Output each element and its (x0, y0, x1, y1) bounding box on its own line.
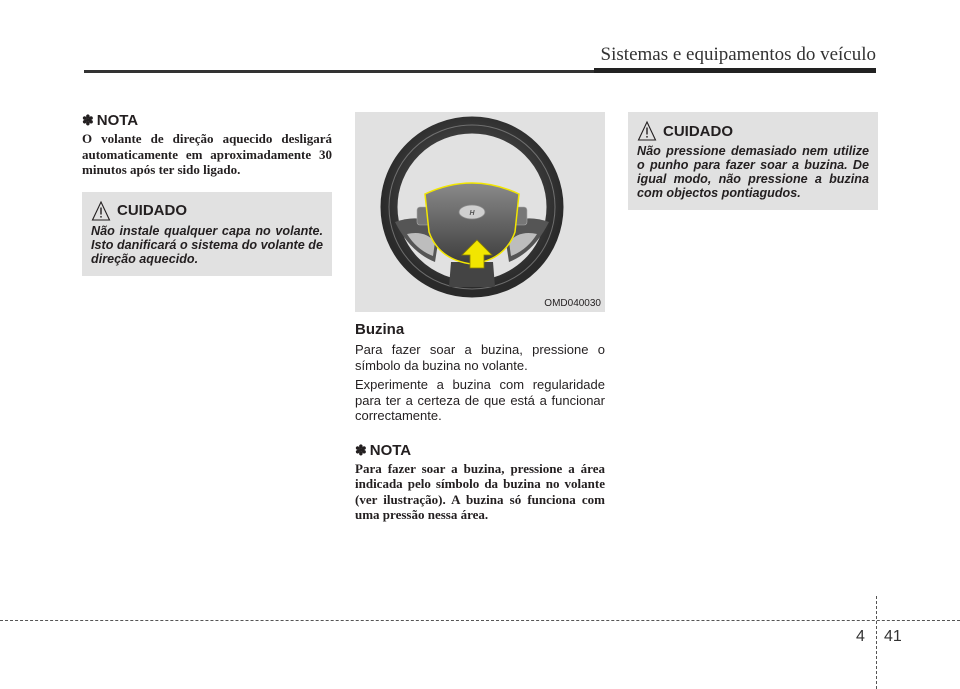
note-text: O volante de direção aquecido desligará automaticamente em aproximadamente 30 minutos após ter sido ligado. (82, 131, 332, 177)
caution-heading-2 (637, 120, 869, 142)
svg-text:H: H (469, 210, 475, 217)
running-header: Sistemas e equipamentos do veículo (600, 44, 876, 65)
caution-title-2: CUIDADO (663, 122, 733, 140)
page-number: 41 (884, 628, 902, 645)
figure-code: OMD040030 (544, 298, 601, 309)
warning-triangle-icon (637, 120, 657, 142)
footer-rule (0, 620, 960, 621)
warning-triangle-icon (91, 200, 111, 222)
note-heading (82, 112, 332, 129)
steering-wheel-illustration (355, 112, 605, 312)
horn-heading: Buzina (355, 321, 405, 338)
left-column (82, 112, 332, 276)
note-text-2: Para fazer soar a buzina, pressione a área indicada pelo símbolo da buzina no volante (ver ilustração). A buzina só funciona com uma pressão nessa área. (355, 460, 605, 522)
caution-text: Não instale qualquer capa no volante. Isto danificará o sistema do volante de direção aquecido. (91, 223, 323, 266)
horn-paragraph-1: Para fazer soar a buzina, pressione o símbolo da buzina no volante. (355, 342, 605, 373)
caution-heading (91, 200, 323, 222)
right-column (628, 112, 878, 210)
middle-column (355, 112, 605, 523)
caution-box-2 (628, 112, 878, 210)
footer-divider (876, 596, 877, 689)
steering-wheel-figure (355, 112, 605, 312)
chapter-number: 4 (856, 628, 865, 645)
note-title: NOTA (96, 112, 139, 129)
caution-title: CUIDADO (117, 202, 187, 219)
horn-paragraph-2: Experimente a buzina com regularidade para ter a certeza de que está a funcionar correctamente. (355, 377, 605, 423)
header-rule-accent (594, 68, 876, 73)
note-star-icon: ✽ (82, 112, 94, 128)
note-star-icon: ✽ (355, 441, 367, 458)
caution-box (82, 192, 332, 276)
caution-text-2: Não pressione demasiado nem utilize o punho para fazer soar a buzina. De igual modo, não pressione a buzina com objectos pontiagudos. (637, 144, 869, 200)
note-title-2: NOTA (369, 441, 412, 459)
note-heading-2 (355, 442, 605, 459)
